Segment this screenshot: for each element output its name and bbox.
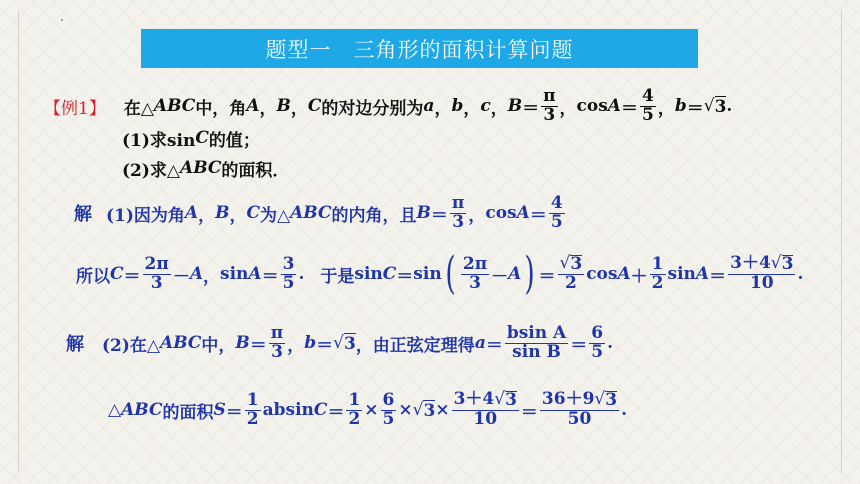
stem-var: A [607, 96, 621, 116]
solution-text: ，由正弦定理得 [355, 335, 475, 356]
fraction-denominator: 2 [348, 408, 361, 429]
solution-var: A [617, 264, 631, 284]
solution-var: b [304, 333, 317, 353]
fraction-denominator: 10 [749, 273, 774, 293]
solution-text: ＋ [630, 266, 648, 287]
solution-text: ， [203, 266, 221, 287]
solution-text: － [172, 266, 190, 287]
fraction-numerator: 4 [550, 192, 563, 213]
solution-var: ABC [121, 400, 163, 420]
stem-text: cos [576, 96, 608, 116]
fraction-numerator: 6 [591, 322, 604, 343]
solution-text: ＝ [225, 402, 243, 423]
solution-text: 的面积 [162, 402, 214, 423]
solution-text: . [797, 264, 804, 284]
stem-text: ， [290, 98, 308, 119]
stem-var: c [480, 96, 491, 116]
square-root [771, 255, 794, 274]
solution-text: ， [287, 335, 305, 356]
square-root [333, 333, 356, 354]
solution-text: 所以 [76, 266, 110, 287]
stem-var: B [276, 96, 291, 116]
fraction [245, 389, 261, 429]
square-root [413, 400, 436, 421]
solution-text: absin [262, 400, 314, 420]
solution-text: 的内角，且 [331, 205, 417, 226]
solution-line-4 [108, 386, 627, 434]
fraction-denominator: 50 [567, 409, 592, 429]
solution-var: A [184, 203, 199, 223]
solution-var: C [246, 203, 261, 223]
solution-text: × [398, 400, 413, 420]
solution-line-3 [66, 320, 613, 366]
fraction [650, 253, 666, 293]
fraction-numerator: π [543, 85, 556, 106]
stem-var: b [451, 96, 464, 116]
fraction [549, 192, 565, 232]
solution-text: ＝ [261, 266, 279, 287]
solution-text: . [298, 264, 305, 284]
fraction [728, 255, 795, 293]
solution-text: sin [220, 264, 249, 284]
solution-var: ABC [160, 333, 202, 353]
fraction [461, 253, 489, 293]
example-stem [44, 86, 732, 126]
fraction [640, 85, 656, 125]
solution-line-2 [76, 248, 804, 299]
fraction-denominator: 3 [150, 272, 163, 293]
example-tag: 【例1】 [44, 98, 106, 119]
solution-var: C [313, 400, 328, 420]
fraction-denominator: 2 [651, 272, 664, 293]
solution-text: 为△ [260, 205, 291, 226]
stem-text: . [726, 96, 733, 116]
radical-sign: √ [333, 332, 344, 353]
solution-var: A [516, 203, 530, 223]
stem-var: b [674, 96, 687, 116]
stem-var: a [423, 96, 435, 116]
solution-var: B [416, 203, 431, 223]
fraction-numerator: π [270, 322, 284, 343]
radicand: 3 [505, 390, 517, 411]
solution-text: ＝ [327, 402, 345, 423]
solution-text: ， [229, 205, 247, 226]
stem-var: B [507, 96, 523, 116]
fraction [269, 322, 285, 362]
stem-text: ， [259, 98, 277, 119]
solution-text: (1)因为角 [106, 205, 185, 226]
solution-var: C [382, 264, 397, 284]
radicand: 3 [714, 96, 727, 117]
solution-var: A [695, 264, 710, 284]
fraction [346, 389, 362, 429]
fraction [558, 255, 585, 293]
solution-text: (2)在△ [102, 335, 160, 356]
fraction [143, 253, 171, 293]
solution-text: sin [667, 264, 696, 284]
question-text: (1)求sin [122, 130, 196, 151]
square-root [494, 391, 517, 410]
radicand: 3 [781, 254, 794, 275]
fraction-numerator: 1 [348, 389, 361, 410]
solution-label: 解 [66, 334, 84, 355]
solution-text: ＝ [709, 266, 727, 287]
fraction-denominator: 2 [564, 273, 577, 293]
stem-var: A [246, 96, 260, 116]
numerator-part: 36＋9 [541, 389, 595, 410]
stem-text: ， [490, 98, 508, 119]
stem-text: 在△ [123, 98, 154, 119]
solution-var: B [215, 203, 230, 223]
solution-text: ＝ [396, 266, 414, 287]
question-var: C [195, 128, 209, 148]
right-paren: ) [524, 248, 536, 299]
stem-text: ， [463, 98, 481, 119]
fraction [381, 389, 397, 429]
square-root [594, 391, 617, 410]
question-text: 的值； [208, 130, 260, 151]
stem-text: 的对边分别为 [321, 98, 424, 119]
question-var: ABC [180, 158, 222, 178]
fraction-denominator: 5 [591, 341, 604, 362]
fraction [589, 322, 605, 362]
solution-line-1 [74, 192, 567, 234]
solution-text: . [621, 400, 628, 420]
left-paren: ( [445, 248, 456, 299]
fraction [452, 391, 519, 429]
fraction-numerator: bsin A [506, 322, 567, 343]
numerator-part: 3＋4 [453, 389, 495, 410]
fraction-denominator: 10 [473, 409, 498, 429]
solution-text: sin [354, 264, 383, 284]
solution-text: ＝ [529, 205, 547, 226]
radical-sign: √ [703, 95, 715, 116]
solution-text: ， [468, 205, 486, 226]
stem-var: C [307, 96, 322, 116]
fraction-denominator: 3 [469, 272, 481, 293]
fraction [541, 85, 557, 125]
solution-text: cos [485, 203, 517, 223]
stem-text: ＝ [522, 98, 540, 119]
fraction-denominator: 5 [282, 272, 295, 293]
solution-text: sin [413, 264, 442, 284]
solution-text: cos [586, 264, 618, 284]
stem-text: 中，角 [195, 98, 247, 119]
radical-sign: √ [594, 389, 606, 410]
solution-text: 中， [201, 335, 236, 356]
stem-text: ＝ [620, 98, 638, 119]
solution-text: － [491, 266, 509, 287]
solution-text: ＝ [570, 335, 588, 356]
stem-text: ＝ [686, 98, 704, 119]
square-root [560, 255, 583, 274]
fraction [540, 391, 619, 429]
solution-text: ， [198, 205, 216, 226]
fraction-denominator: 5 [641, 104, 654, 125]
solution-var: A [248, 264, 262, 284]
section-title-text: 题型一 三角形的面积计算问题 [265, 37, 574, 62]
solution-var: S [213, 400, 226, 420]
solution-var: B [235, 333, 250, 353]
fraction-denominator: 5 [382, 408, 395, 429]
fraction-denominator: 3 [271, 341, 283, 362]
solution-text: ＝ [249, 335, 267, 356]
fraction-denominator: 5 [550, 211, 563, 232]
solution-text: × [364, 400, 379, 420]
radicand: 3 [570, 254, 583, 275]
fraction-numerator: 2π [462, 253, 488, 274]
numerator-part: 3＋4 [730, 253, 771, 274]
radicand: 3 [343, 333, 356, 354]
fraction-numerator: 4 [641, 85, 654, 106]
solution-text: 于是 [320, 266, 355, 287]
fraction [281, 253, 297, 293]
square-root [704, 96, 727, 117]
fraction-denominator: 3 [543, 104, 556, 125]
fraction-denominator: sin B [512, 341, 561, 362]
solution-text: . [607, 333, 613, 353]
solution-var: C [110, 264, 124, 284]
stem-text: ， [559, 98, 577, 119]
question-text: 的面积． [221, 160, 290, 181]
solution-var: a [474, 333, 486, 353]
radicand: 3 [605, 390, 618, 411]
fraction-numerator: 1 [246, 389, 259, 410]
fraction-numerator: 6 [382, 389, 395, 410]
fraction-numerator: π [451, 192, 465, 213]
stem-text: ， [657, 98, 675, 119]
question-text: (2)求△ [122, 160, 180, 181]
solution-var: A [508, 264, 522, 284]
solution-text: ＝ [520, 402, 538, 423]
solution-text: ＝ [123, 266, 141, 287]
solution-text: ＝ [538, 266, 556, 287]
solution-var: ABC [290, 203, 332, 223]
stem-text: ， [434, 98, 452, 119]
fraction [505, 322, 568, 362]
section-title [141, 29, 698, 68]
fraction-denominator: 2 [246, 408, 259, 429]
fraction-numerator: 2π [144, 253, 169, 274]
solution-text: × [435, 400, 450, 420]
fraction-numerator: 1 [651, 253, 664, 274]
radical-sign: √ [412, 399, 424, 420]
fraction-numerator: 3 [282, 253, 295, 274]
stem-var: ABC [153, 96, 196, 116]
fraction [450, 192, 466, 232]
fraction-denominator: 3 [452, 211, 465, 232]
radical-sign: √ [494, 389, 506, 410]
solution-text: ＝ [430, 205, 448, 226]
solution-text: ＝ [485, 335, 503, 356]
solution-text: △ [108, 400, 122, 420]
solution-var: A [189, 264, 204, 284]
radical-sign: √ [770, 253, 782, 274]
solution-label: 解 [74, 204, 92, 225]
radical-sign: √ [559, 253, 571, 274]
decorative-dot [61, 19, 63, 21]
solution-text: ＝ [316, 335, 334, 356]
question-1 [122, 126, 260, 150]
radicand: 3 [423, 400, 436, 421]
question-2 [122, 156, 289, 180]
